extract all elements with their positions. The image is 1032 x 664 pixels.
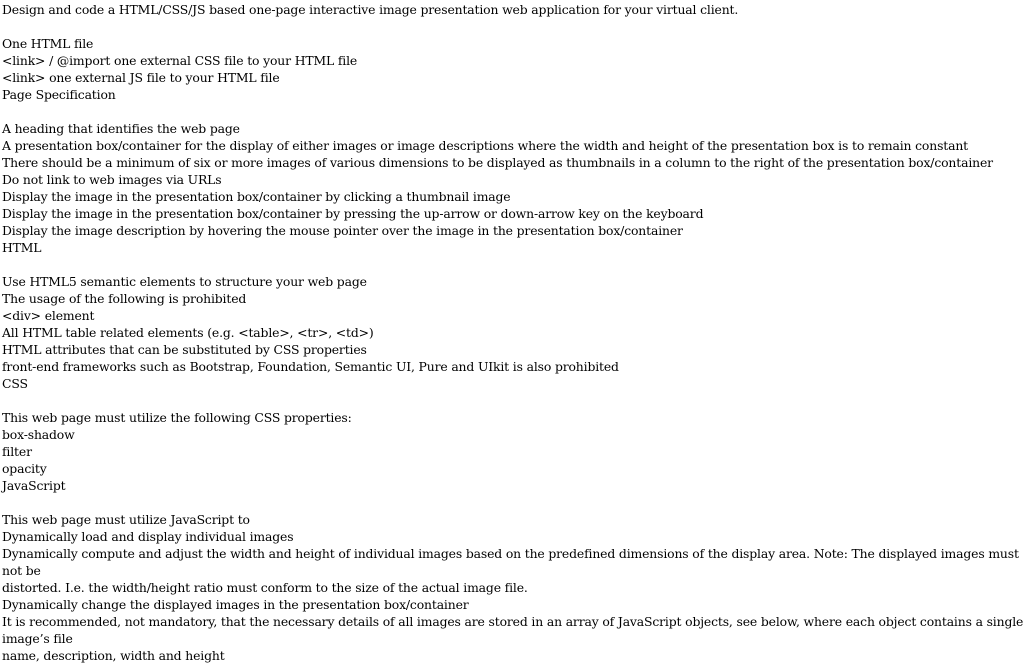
files-line: <link> one external JS file to your HTML file [2,70,280,85]
blank-line [2,494,1028,511]
files-line: One HTML file [2,36,94,51]
js-line: Dynamically compute and adjust the width and height of individual images based on the predefined dimensions of the display area. Note: The displayed images must not be [2,546,1023,578]
html-line: The usage of the following is prohibited [2,291,247,306]
html-line: Use HTML5 semantic elements to structure your web page [2,274,367,289]
section-heading-javascript: JavaScript [2,478,66,493]
html-line: <div> element [2,308,95,323]
spec-line: There should be a minimum of six or more images of various dimensions to be displayed as thumbnails in a column to the right of the presentation box/container [2,155,993,170]
css-line: filter [2,444,32,459]
js-line: This web page must utilize JavaScript to [2,512,250,527]
blank-line [2,392,1028,409]
section-heading-page-specification: Page Specification [2,87,116,102]
intro-line: Design and code a HTML/CSS/JS based one-page interactive image presentation web application for your virtual client. [2,2,739,17]
document-body [2,1,1028,664]
js-line: Dynamically load and display individual images [2,529,294,544]
blank-line [2,103,1028,120]
html-line: HTML attributes that can be substituted by CSS properties [2,342,367,357]
spec-line: Do not link to web images via URLs [2,172,222,187]
spec-line: Display the image in the presentation box/container by pressing the up-arrow or down-arrow key on the keyboard [2,206,704,221]
section-heading-css: CSS [2,376,28,391]
section-heading-html: HTML [2,240,42,255]
css-line: opacity [2,461,47,476]
blank-line [2,18,1028,35]
js-line: It is recommended, not mandatory, that the necessary details of all images are stored in an array of JavaScript objects, see below, where each object contains a single image’s file [2,614,1028,646]
html-line: All HTML table related elements (e.g. <table>, <tr>, <td>) [2,325,374,340]
js-line: Dynamically change the displayed images in the presentation box/container [2,597,469,612]
js-line: name, description, width and height [2,648,225,663]
css-line: This web page must utilize the following CSS properties: [2,410,352,425]
js-line: distorted. I.e. the width/height ratio must conform to the size of the actual image file. [2,580,528,595]
spec-line: A heading that identifies the web page [2,121,240,136]
spec-line: Display the image in the presentation box/container by clicking a thumbnail image [2,189,511,204]
html-line: front-end frameworks such as Bootstrap, Foundation, Semantic UI, Pure and UIkit is also prohibited [2,359,619,374]
css-line: box-shadow [2,427,75,442]
spec-line: Display the image description by hovering the mouse pointer over the image in the presentation box/container [2,223,683,238]
blank-line [2,256,1028,273]
files-line: <link> / @import one external CSS file to your HTML file [2,53,358,68]
spec-line: A presentation box/container for the display of either images or image descriptions where the width and height of the presentation box is to remain constant [2,138,969,153]
